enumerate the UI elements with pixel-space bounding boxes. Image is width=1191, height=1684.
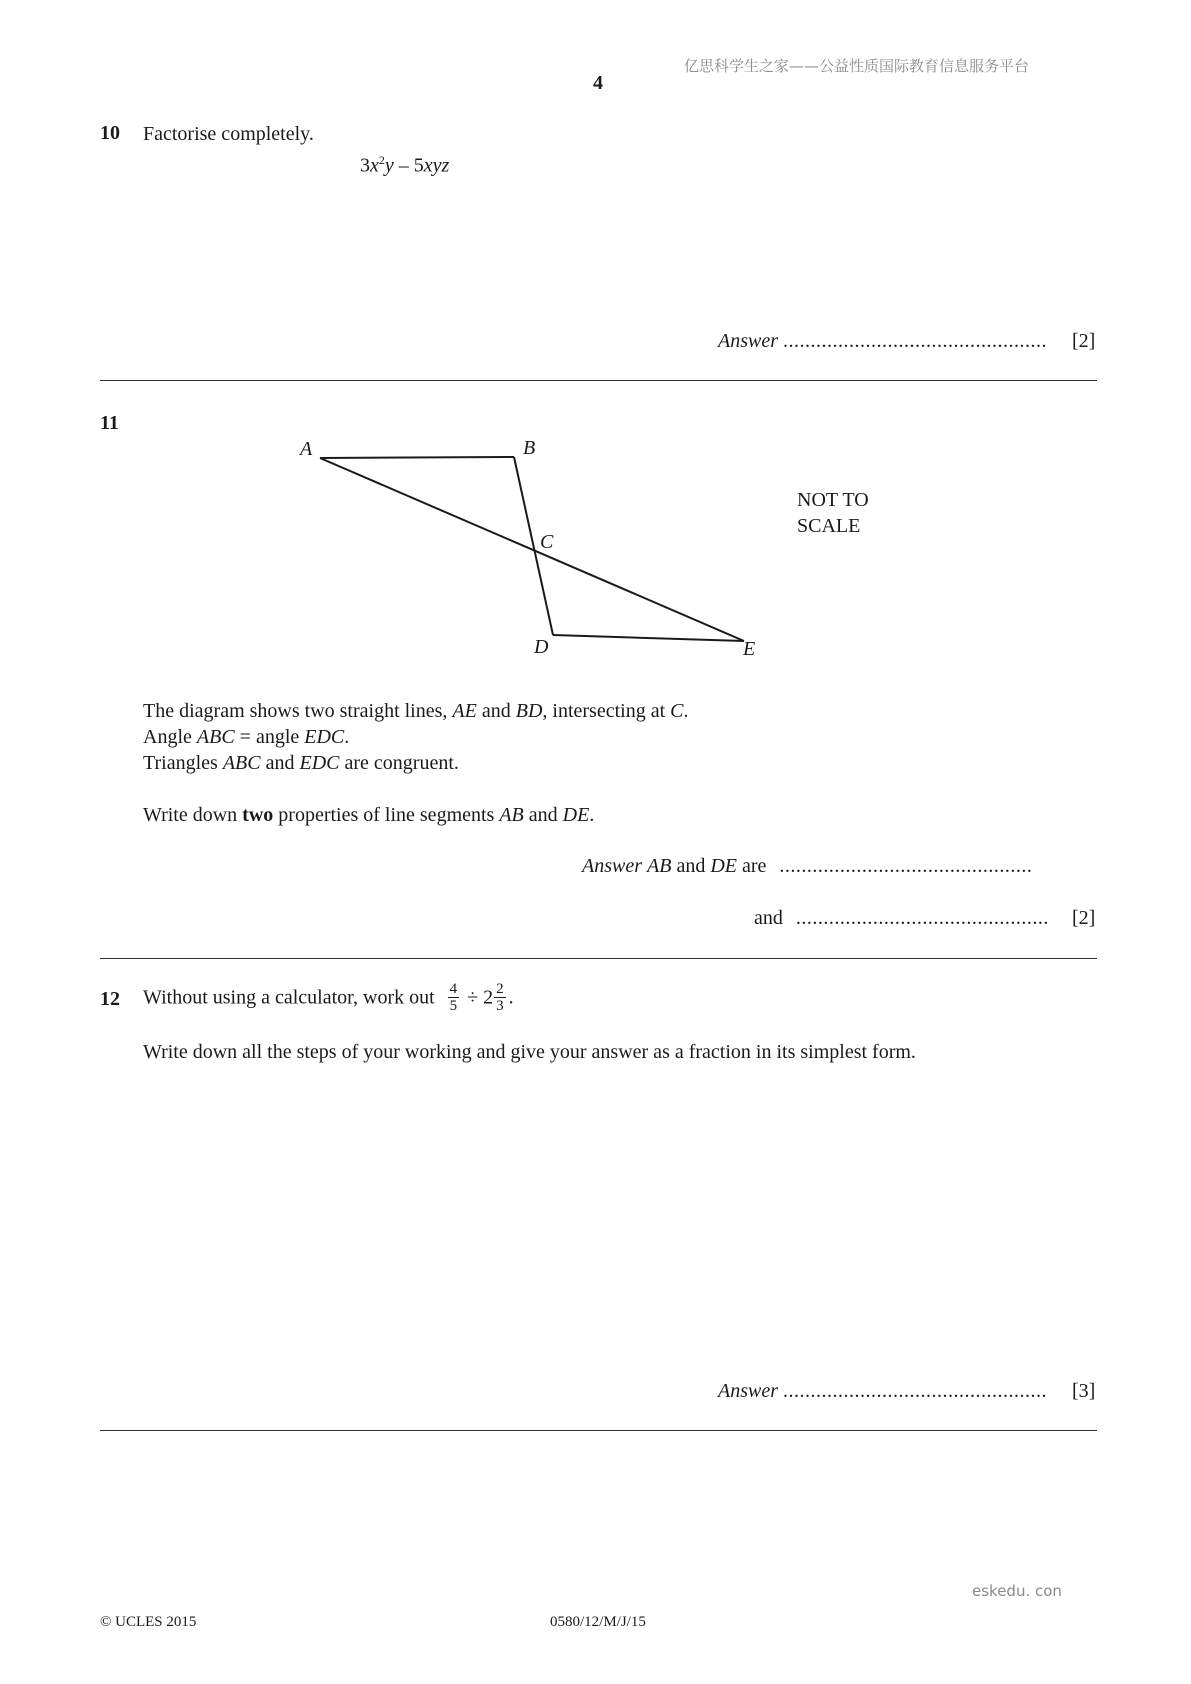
fraction-four-fifths: $\frac{4}{5}$ [449,981,458,1014]
question-12-marks: [3] [1072,1380,1096,1402]
divider [100,958,1097,959]
question-10-prompt: Factorise completely. [143,123,314,145]
question-10-number: 10 [100,122,120,144]
label-b: B [523,437,536,459]
footer-paper-code: 0580/12/M/J/15 [550,1614,646,1630]
divider [100,1430,1097,1431]
label-e: E [743,638,756,660]
not-to-scale-line1: NOT TO [797,489,869,511]
question-10-answer: Answer ................................................ [718,330,1047,352]
question-11-number: 11 [100,412,119,434]
header-watermark: 亿思科学生之家——公益性质国际教育信息服务平台 [684,57,1030,75]
question-12-instruction: Write down all the steps of your working and give your answer as a fraction in its simplest form. [143,1041,916,1063]
question-11-instruction: Write down two properties of line segments AB and DE. [143,804,595,826]
page-number: 4 [593,72,603,94]
question-10-marks: [2] [1072,330,1096,352]
segment-de [553,635,744,641]
divider [100,380,1097,381]
label-c: C [540,531,554,553]
footer-site: eskedu. con [972,1582,1062,1600]
fraction-two-thirds: $\frac{2}{3}$ [496,981,504,1014]
question-11-answer-1: Answer AB and DE are .............................................. [582,855,1033,877]
question-11-answer-2: and .............................................. [754,907,1049,929]
segment-ab [320,457,514,458]
question-10-answer-field[interactable]: ................................................ [783,330,1047,352]
question-12-number: 12 [100,988,120,1010]
question-10-expression: $3x^2y - 5xyz$ [360,153,450,177]
question-11-diagram [280,430,780,670]
segment-ae [320,458,744,641]
question-11-text-line2: Angle ABC = angle EDC. [143,726,350,748]
question-11-answer-field-1[interactable]: .............................................. [779,855,1033,877]
question-11-text-line1: The diagram shows two straight lines, AE and BD, intersecting at C. [143,700,689,722]
question-12-prompt: Without using a calculator, work out $\frac{4}{5}$ ÷ 2 $\frac{2}{3}$ . [143,981,514,1014]
question-12-answer-field[interactable]: ................................................ [783,1380,1047,1402]
label-a: A [300,438,313,460]
footer-copyright: © UCLES 2015 [100,1614,197,1630]
question-12-answer: Answer ................................................ [718,1380,1047,1402]
label-d: D [534,636,549,658]
question-11-marks: [2] [1072,907,1096,929]
question-11-text-line3: Triangles ABC and EDC are congruent. [143,752,459,774]
not-to-scale-line2: SCALE [797,515,861,537]
question-11-answer-field-2[interactable]: .............................................. [795,907,1049,929]
